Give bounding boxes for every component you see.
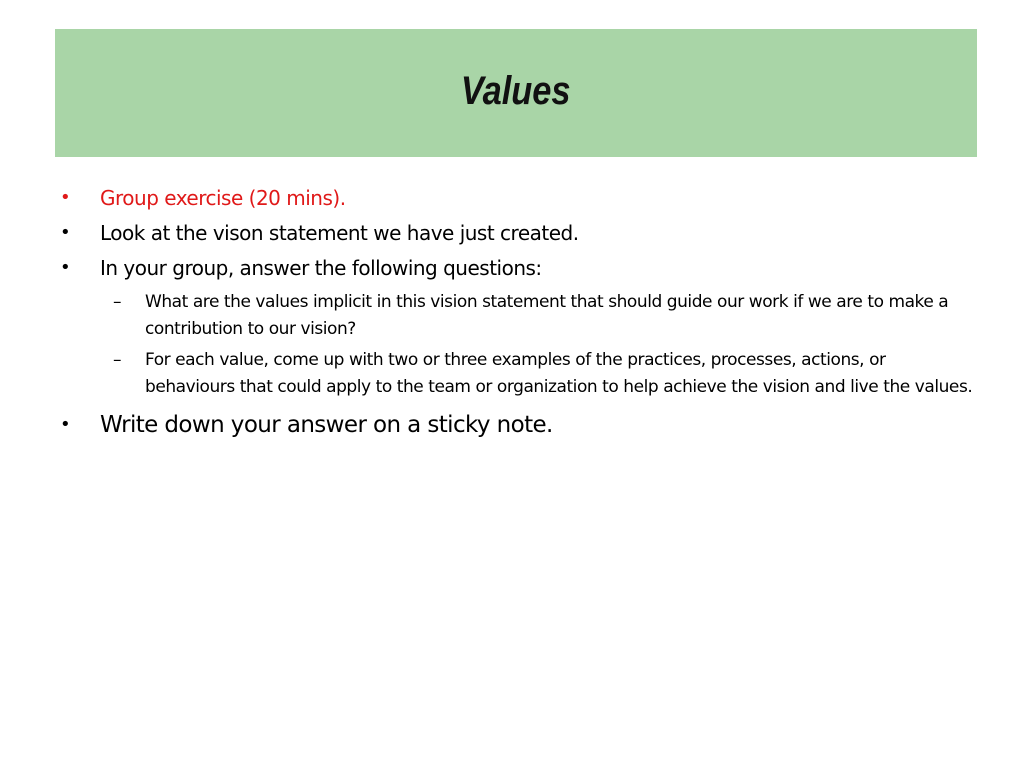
bullet-text: In your group, answer the following questions: [100, 256, 542, 280]
bullet-item-sticky-note [55, 409, 977, 441]
bullet-item-group-questions [55, 254, 977, 282]
bullet-icon: • [60, 257, 71, 278]
title-banner [55, 29, 977, 157]
bullet-item-vision-statement [55, 219, 977, 247]
slide-title: Values [461, 68, 571, 113]
slide-content [55, 184, 977, 448]
sub-item-values-question [55, 289, 977, 343]
sub-item-text: What are the values implicit in this vision statement that should guide our work if we are to make a contribution to our vision? [145, 292, 949, 339]
bullet-icon: • [60, 414, 71, 435]
bullet-item-group-exercise [55, 184, 977, 212]
bullet-text: Look at the vison statement we have just created. [100, 221, 579, 245]
sub-item-examples-question [55, 347, 977, 401]
bullet-text: Write down your answer on a sticky note. [100, 412, 553, 438]
bullet-icon: • [60, 187, 71, 208]
bullet-icon: • [60, 222, 71, 243]
sub-item-text: For each value, come up with two or three examples of the practices, processes, actions, or behaviours that could apply to the team or organization to help achieve the vision and live the values. [145, 350, 973, 397]
bullet-text: Group exercise (20 mins). [100, 186, 346, 210]
dash-icon: – [113, 292, 122, 312]
dash-icon: – [113, 350, 122, 370]
